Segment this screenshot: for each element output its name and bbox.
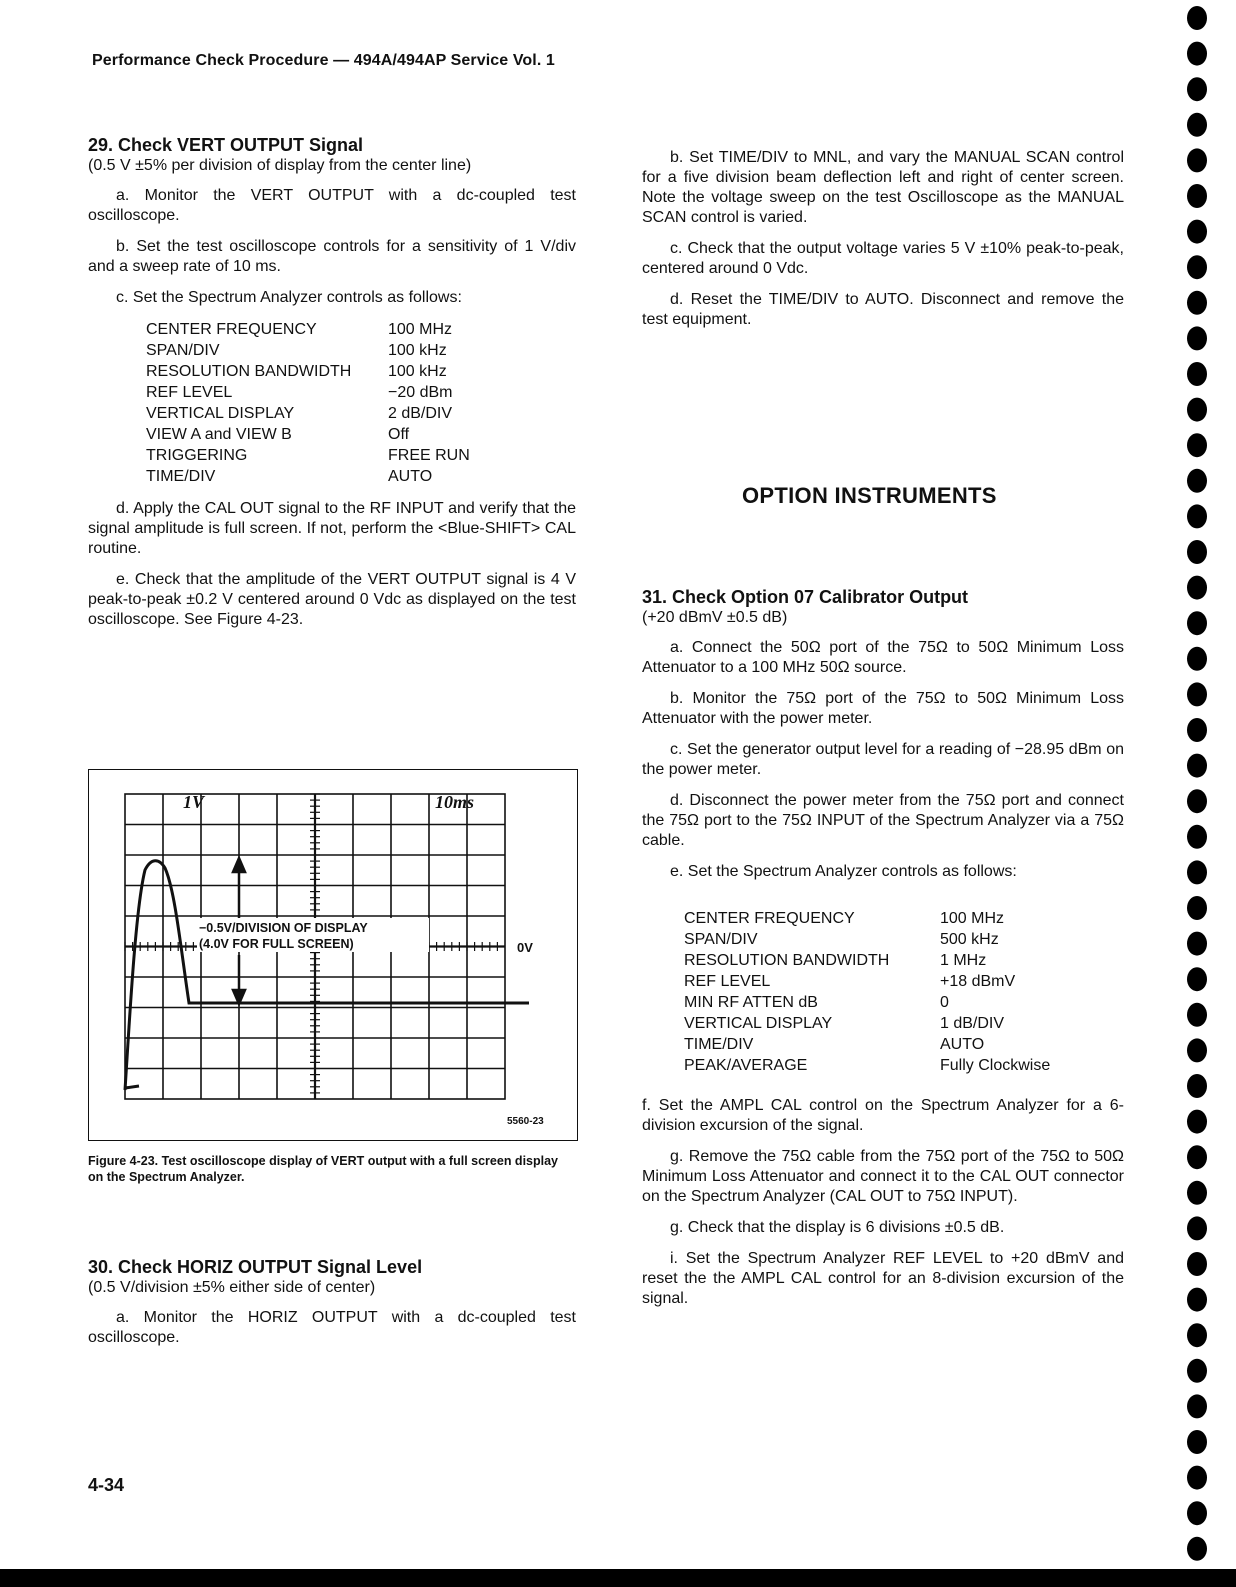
time-per-div-label: 10ms — [435, 792, 475, 812]
binder-hole — [1187, 1252, 1207, 1276]
binder-hole — [1187, 1288, 1207, 1312]
binder-hole — [1187, 860, 1207, 884]
binder-hole — [1187, 1074, 1207, 1098]
section-29-step-d: d. Apply the CAL OUT signal to the RF INPUT and verify that the signal amplitude is full screen. If not, perform the <Blue-SHIFT> CAL routine. — [88, 500, 576, 557]
control-value: 500 kHz — [940, 931, 999, 948]
control-value: 0 — [940, 994, 949, 1011]
control-name: SPAN/DIV — [146, 342, 220, 359]
arrow-up-head — [233, 858, 245, 872]
binder-hole — [1187, 754, 1207, 778]
section-29-subtitle: (0.5 V ±5% per division of display from the center line) — [88, 157, 472, 174]
binder-hole — [1187, 77, 1207, 101]
binder-hole — [1187, 1394, 1207, 1418]
zero-volt-label: 0V — [517, 940, 533, 955]
control-row — [684, 908, 1050, 929]
control-row — [684, 992, 1050, 1013]
figure-4-23 — [88, 769, 578, 1141]
binder-hole — [1187, 504, 1207, 528]
control-row — [684, 971, 1050, 992]
annotation-line1: −0.5V/DIVISION OF DISPLAY — [199, 921, 368, 935]
control-name: VERTICAL DISPLAY — [146, 405, 295, 422]
section-31-step-b: b. Monitor the 75Ω port of the 75Ω to 50Ω Minimum Loss Attenuator with the power meter. — [642, 690, 1124, 727]
binder-hole — [1187, 718, 1207, 742]
binder-hole — [1187, 1466, 1207, 1490]
binder-hole — [1187, 398, 1207, 422]
volts-per-div-label: 1V — [183, 792, 205, 812]
control-row — [146, 403, 470, 424]
binder-hole — [1187, 1216, 1207, 1240]
control-name: TRIGGERING — [146, 447, 248, 464]
control-name: CENTER FREQUENCY — [146, 321, 317, 338]
binder-hole — [1187, 184, 1207, 208]
control-row — [684, 1034, 1050, 1055]
binder-hole — [1187, 469, 1207, 493]
section-30-step-b: b. Set TIME/DIV to MNL, and vary the MANUAL SCAN control for a five division beam deflection left and right of center screen. Note the voltage sweep on the test Oscilloscope as the MANUAL SCAN control is varied. — [642, 149, 1124, 226]
figure-id: 5560-23 — [507, 1116, 544, 1127]
control-value: AUTO — [940, 1036, 985, 1053]
binder-hole — [1187, 326, 1207, 350]
control-value: 2 dB/DIV — [388, 405, 453, 422]
binder-hole — [1187, 1323, 1207, 1347]
binder-hole — [1187, 896, 1207, 920]
section-31-step-e: e. Set the Spectrum Analyzer controls as follows: — [670, 863, 1017, 880]
binder-hole — [1187, 1038, 1207, 1062]
control-value: 1 dB/DIV — [940, 1015, 1005, 1032]
binder-hole — [1187, 1430, 1207, 1454]
control-value: +18 dBmV — [940, 973, 1016, 990]
binder-hole — [1187, 789, 1207, 813]
control-row — [684, 1013, 1050, 1034]
binder-hole — [1187, 291, 1207, 315]
oscilloscope-display — [89, 770, 577, 1140]
control-value: Off — [388, 426, 410, 443]
control-row — [684, 1055, 1050, 1076]
option-instruments-heading: OPTION INSTRUMENTS — [742, 483, 997, 508]
waveform-baseline — [125, 1086, 139, 1088]
section-29-step-c: c. Set the Spectrum Analyzer controls as follows: — [116, 289, 462, 306]
control-value: AUTO — [388, 468, 433, 485]
binder-hole — [1187, 362, 1207, 386]
control-value: 100 kHz — [388, 363, 447, 380]
page-number: 4-34 — [88, 1475, 125, 1495]
binder-hole — [1187, 1110, 1207, 1134]
control-name: MIN RF ATTEN dB — [684, 994, 818, 1011]
binder-hole — [1187, 576, 1207, 600]
annotation-line2: (4.0V FOR FULL SCREEN) — [199, 937, 354, 951]
binder-hole — [1187, 825, 1207, 849]
control-row — [684, 929, 1050, 950]
control-name: REF LEVEL — [146, 384, 233, 401]
control-name: RESOLUTION BANDWIDTH — [146, 363, 352, 380]
section-29-title: 29. Check VERT OUTPUT Signal — [88, 135, 364, 155]
scan-edge — [0, 1569, 1236, 1587]
page-header: Performance Check Procedure — 494A/494AP Service Vol. 1 — [92, 52, 555, 69]
section-31-step-d: d. Disconnect the power meter from the 75Ω port and connect the 75Ω port to the 75Ω INPUT of the Spectrum Analyzer via a 75Ω cable. — [642, 792, 1124, 849]
section-31-step-i: i. Set the Spectrum Analyzer REF LEVEL to +20 dBmV and reset the the AMPL CAL control for an 8-division excursion of the signal. — [642, 1250, 1124, 1307]
section-31-step-g1: g. Remove the 75Ω cable from the 75Ω port of the 75Ω to 50Ω Minimum Loss Attenuator and connect it to the CAL OUT connector on the Spectrum Analyzer (CAL OUT to 75Ω INPUT). — [642, 1148, 1124, 1205]
control-row — [146, 424, 470, 445]
control-name: REF LEVEL — [684, 973, 771, 990]
section-30-subtitle: (0.5 V/division ±5% either side of center) — [88, 1279, 376, 1296]
control-value: 100 MHz — [940, 910, 1005, 927]
waveform-trace — [125, 861, 529, 1090]
binder-hole — [1187, 1145, 1207, 1169]
section-29-step-a: a. Monitor the VERT OUTPUT with a dc-coupled test oscilloscope. — [88, 187, 576, 224]
section-30-step-d: d. Reset the TIME/DIV to AUTO. Disconnect and remove the test equipment. — [642, 291, 1124, 328]
binder-hole — [1187, 540, 1207, 564]
right-column-top — [642, 148, 1124, 341]
control-row — [146, 319, 470, 340]
control-row — [146, 445, 470, 466]
section-31-subtitle: (+20 dBmV ±0.5 dB) — [642, 609, 788, 626]
binder-holes — [1176, 0, 1236, 1587]
control-name: CENTER FREQUENCY — [684, 910, 855, 927]
binder-hole — [1187, 1359, 1207, 1383]
left-column-bottom — [88, 1256, 576, 1359]
binder-hole — [1187, 1501, 1207, 1525]
control-row — [146, 361, 470, 382]
section-31-title: 31. Check Option 07 Calibrator Output — [642, 587, 969, 607]
section-30-title: 30. Check HORIZ OUTPUT Signal Level — [88, 1257, 423, 1277]
control-value: 1 MHz — [940, 952, 987, 969]
control-name: TIME/DIV — [684, 1036, 754, 1053]
control-row — [146, 466, 470, 487]
binder-hole — [1187, 611, 1207, 635]
control-value: Fully Clockwise — [940, 1057, 1051, 1074]
control-row — [146, 340, 470, 361]
binder-hole — [1187, 6, 1207, 30]
section-29-step-b: b. Set the test oscilloscope controls for a sensitivity of 1 V/div and a sweep rate of 10 ms. — [88, 238, 576, 275]
control-value: 100 kHz — [388, 342, 447, 359]
binder-hole — [1187, 967, 1207, 991]
control-value: −20 dBm — [388, 384, 453, 401]
binder-hole — [1187, 42, 1207, 66]
section-31-controls-table — [684, 908, 1050, 1076]
binder-hole — [1187, 255, 1207, 279]
binder-hole — [1187, 647, 1207, 671]
binder-hole — [1187, 220, 1207, 244]
binder-hole — [1187, 148, 1207, 172]
section-30-step-c: c. Check that the output voltage varies 5 V ±10% peak-to-peak, centered around 0 Vdc. — [642, 240, 1124, 277]
section-29-controls-table — [146, 319, 470, 487]
section-31-step-c: c. Set the generator output level for a reading of −28.95 dBm on the power meter. — [642, 741, 1124, 778]
binder-hole — [1187, 682, 1207, 706]
section-29-step-e: e. Check that the amplitude of the VERT OUTPUT signal is 4 V peak-to-peak ±0.2 V centered around 0 Vdc as displayed on the test oscilloscope. See Figure 4-23. — [88, 571, 576, 628]
section-31-step-a: a. Connect the 50Ω port of the 75Ω to 50Ω Minimum Loss Attenuator to a 100 MHz 50Ω source. — [642, 639, 1124, 676]
control-row — [684, 950, 1050, 971]
control-name: RESOLUTION BANDWIDTH — [684, 952, 890, 969]
control-value: FREE RUN — [388, 447, 470, 464]
control-name: TIME/DIV — [146, 468, 216, 485]
control-name: SPAN/DIV — [684, 931, 758, 948]
section-30-step-a: a. Monitor the HORIZ OUTPUT with a dc-coupled test oscilloscope. — [88, 1309, 576, 1346]
binder-hole — [1187, 932, 1207, 956]
binder-hole — [1187, 113, 1207, 137]
right-column-bottom — [642, 586, 1124, 1320]
binder-hole — [1187, 1181, 1207, 1205]
binder-hole — [1187, 1003, 1207, 1027]
left-column-top — [88, 134, 576, 641]
control-name: PEAK/AVERAGE — [684, 1057, 808, 1074]
control-name: VERTICAL DISPLAY — [684, 1015, 833, 1032]
figure-caption: Figure 4-23. Test oscilloscope display of VERT output with a full screen display on the Spectrum Analyzer. — [88, 1154, 559, 1184]
control-value: 100 MHz — [388, 321, 453, 338]
section-31-step-f: f. Set the AMPL CAL control on the Spectrum Analyzer for a 6-division excursion of the signal. — [642, 1097, 1124, 1134]
control-name: VIEW A and VIEW B — [146, 426, 292, 443]
section-31-step-g2: g. Check that the display is 6 divisions ±0.5 dB. — [670, 1219, 1005, 1236]
binder-hole — [1187, 1537, 1207, 1561]
control-row — [146, 382, 470, 403]
binder-hole — [1187, 433, 1207, 457]
